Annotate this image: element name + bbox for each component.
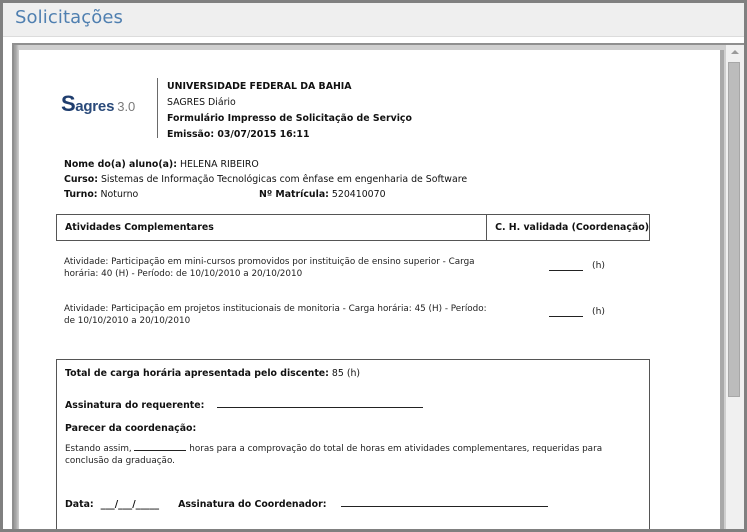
- requester-signature-blank: [217, 407, 423, 408]
- enrollment-label: Nº Matrícula:: [259, 189, 329, 200]
- scroll-up-button[interactable]: [726, 45, 744, 59]
- course-row: [64, 172, 467, 187]
- logo-text: agres: [75, 98, 115, 115]
- date-signature-line: [65, 499, 548, 510]
- activity-row-1: Atividade: Participação em mini-cursos promovidos por instituição de ensino superior - Carga horária: 40 (H) - Período: de 10/10/2010 a 20/10/2010: [64, 257, 475, 279]
- date-label: Data:: [65, 499, 94, 510]
- validated-hours-blank-1: [549, 270, 583, 271]
- course-value: Sistemas de Informação Tecnológicas com ênfase em engenharia de Software: [100, 174, 468, 185]
- system-name: SAGRES Diário: [167, 97, 236, 108]
- requester-signature-line: [65, 400, 423, 411]
- total-hours-value: 85 (h): [331, 368, 361, 379]
- logo-version: 3.0: [117, 99, 136, 114]
- column-header-activities: Atividades Complementares: [57, 215, 487, 240]
- emission-label: Emissão:: [167, 129, 215, 140]
- logo-initial: S: [61, 91, 76, 116]
- student-name-label: Nome do(a) aluno(a):: [64, 159, 177, 170]
- shift-row: [64, 187, 467, 202]
- student-name-row: [64, 157, 467, 172]
- arrow-up-icon: [731, 50, 739, 54]
- opinion-heading: [65, 423, 196, 434]
- hours-unit-1: (h): [592, 260, 605, 271]
- service-request-form: [19, 50, 719, 529]
- student-info: [64, 157, 467, 202]
- total-hours-label: Total de carga horária apresentada pelo discente:: [65, 368, 329, 379]
- emission-value: 03/07/2015 16:11: [217, 129, 310, 140]
- form-title: Formulário Impresso de Solicitação de Serviço: [167, 113, 412, 124]
- summary-box: [56, 359, 650, 529]
- scroll-thumb[interactable]: [728, 62, 740, 397]
- shift-value: Noturno: [100, 189, 139, 200]
- solicitacoes-dialog: [3, 3, 744, 529]
- date-blank: ___/___/_____: [100, 499, 160, 510]
- institution-name: UNIVERSIDADE FEDERAL DA BAHIA: [167, 81, 352, 92]
- coordinator-signature-label: Assinatura do Coordenador:: [178, 499, 327, 510]
- enrollment-value: 520410070: [331, 189, 386, 200]
- opinion-label: Parecer da coordenação:: [65, 423, 197, 434]
- dialog-header: [3, 3, 744, 37]
- opinion-text: [65, 442, 625, 467]
- hours-unit-2: (h): [592, 306, 605, 317]
- coordinator-signature-blank: [341, 506, 548, 507]
- document-viewer[interactable]: [12, 43, 744, 529]
- opinion-suffix: horas para a comprovação do total de horas em atividades complementares, requeridas para conclusão da graduação.: [65, 444, 603, 466]
- activities-table-header: [56, 214, 650, 241]
- validated-hours-blank-2: [549, 316, 583, 317]
- vertical-scrollbar[interactable]: [726, 45, 744, 529]
- total-hours-line: [65, 368, 360, 379]
- column-header-validated-hours: C. H. validada (Coordenação): [495, 222, 649, 233]
- opinion-prefix: Estando assim,: [65, 444, 132, 454]
- emission-line: [167, 127, 412, 143]
- document-page: [19, 50, 724, 529]
- document-header: [167, 79, 412, 143]
- sagres-logo: [61, 91, 157, 115]
- course-label: Curso:: [64, 174, 98, 185]
- student-name-value: HELENA RIBEIRO: [179, 159, 259, 170]
- shift-label: Turno:: [64, 189, 98, 200]
- requester-signature-label: Assinatura do requerente:: [65, 400, 205, 411]
- dialog-title: Solicitações: [15, 7, 123, 28]
- opinion-hours-blank: [134, 442, 186, 451]
- header-divider: [157, 78, 158, 138]
- activity-row-2: Atividade: Participação em projetos institucionais de monitoria - Carga horária: 45 (H) - Período: de 10/10/2010 a 20/10/2010: [64, 304, 487, 326]
- enrollment: [259, 187, 386, 202]
